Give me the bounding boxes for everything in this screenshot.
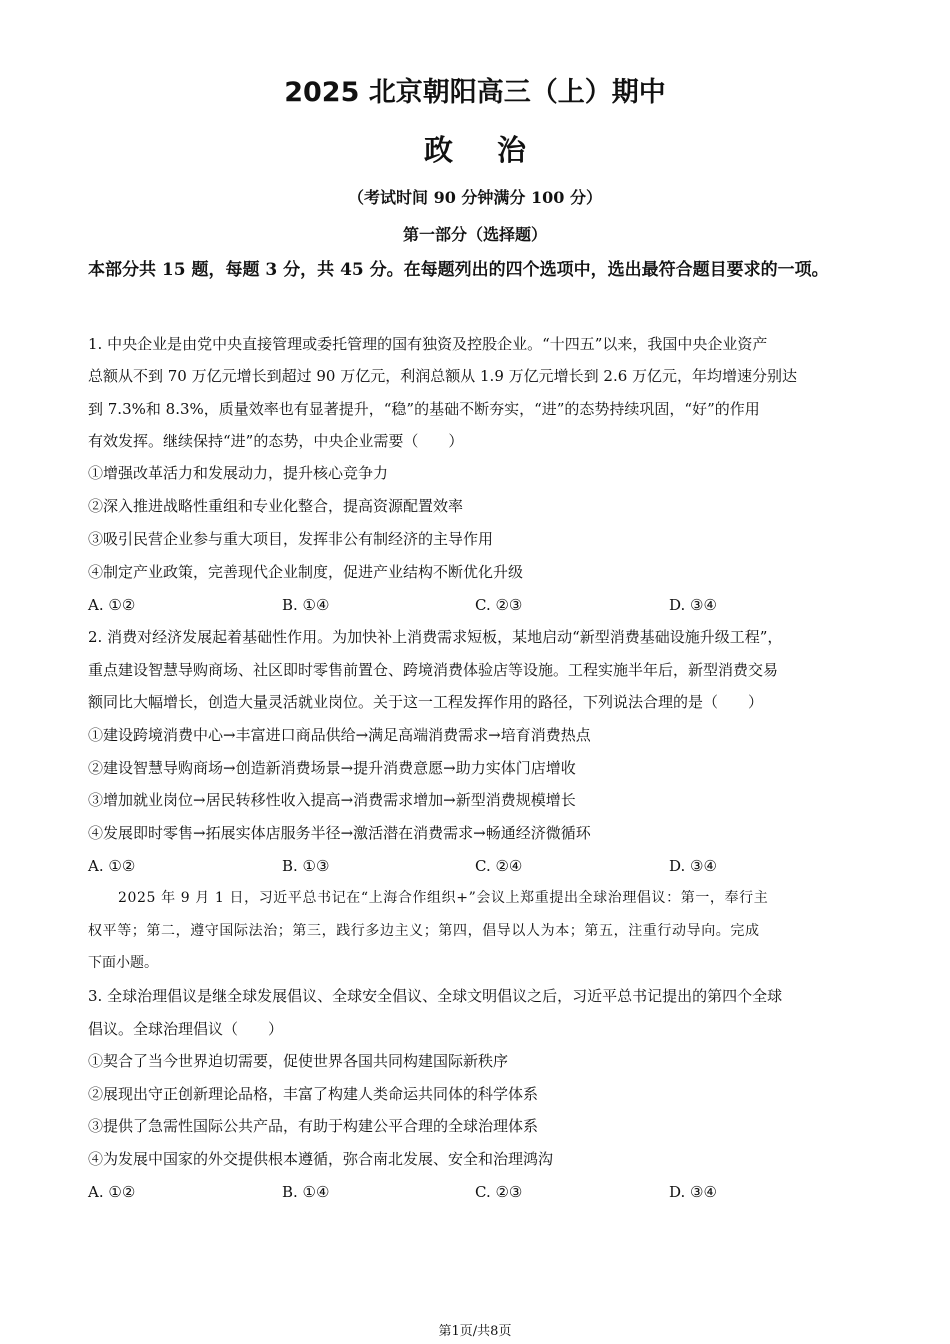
- part-instructions: 本部分共 15 题，每题 3 分，共 45 分。在每题列出的四个选项中，选出最符合题目要求的一项。: [88, 260, 829, 280]
- subject-title: 政治: [423, 133, 570, 167]
- q3-option-d: D. ③④: [669, 1183, 717, 1201]
- q2-stem-line: 2. 消费对经济发展起着基础性作用。为加快补上消费需求短板，某地启动“新型消费基础设施升级工程”，: [88, 628, 783, 646]
- passage-line: 下面小题。: [88, 955, 158, 971]
- q1-option-c: C. ②③: [475, 596, 523, 614]
- q2-item: ②建设智慧导购商场→创造新消费场景→提升消费意愿→助力实体门店增收: [88, 759, 576, 777]
- q3-stem-line: 3. 全球治理倡议是继全球发展倡议、全球安全倡议、全球文明倡议之后，习近平总书记提出的第四个全球: [88, 987, 783, 1005]
- q3-item: ④为发展中国家的外交提供根本遵循，弥合南北发展、安全和治理鸿沟: [88, 1150, 554, 1168]
- q1-item: ①增强改革活力和发展动力，提升核心竞争力: [88, 464, 389, 482]
- q1-item: ④制定产业政策，完善现代企业制度，促进产业结构不断优化升级: [88, 563, 524, 581]
- q1-option-b: B. ①④: [282, 596, 330, 614]
- q3-option-a: A. ①②: [88, 1183, 136, 1201]
- q2-item: ③增加就业岗位→居民转移性收入提高→消费需求增加→新型消费规模增长: [88, 791, 576, 809]
- q2-item: ①建设跨境消费中心→丰富进口商品供给→满足高端消费需求→培育消费热点: [88, 726, 591, 744]
- q1-stem-line: 总额从不到 70 万亿元增长到超过 90 万亿元，利润总额从 1.9 万亿元增长到 2.6 万亿元，年均增速分别达: [88, 367, 798, 385]
- q3-item: ②展现出守正创新理论品格，丰富了构建人类命运共同体的科学体系: [88, 1085, 539, 1103]
- q2-item: ④发展即时零售→拓展实体店服务半径→激活潜在消费需求→畅通经济微循环: [88, 824, 591, 842]
- page-number: 第1页/共8页: [438, 1324, 512, 1339]
- q1-stem-line: 到 7.3%和 8.3%，质量效率也有显著提升，“稳”的基础不断夯实，“进”的态势持续巩固，“好”的作用: [88, 400, 760, 418]
- q3-stem-line: 倡议。全球治理倡议（ ）: [88, 1020, 284, 1038]
- part-heading: 第一部分（选择题）: [402, 225, 547, 244]
- q2-option-a: A. ①②: [88, 857, 136, 875]
- q1-option-d: D. ③④: [669, 596, 717, 614]
- q1-option-a: A. ①②: [88, 596, 136, 614]
- q2-option-b: B. ①③: [282, 857, 330, 875]
- q2-stem-line: 重点建设智慧导购商场、社区即时零售前置仓、跨境消费体验店等设施。工程实施半年后，新型消费交易: [88, 661, 779, 679]
- q3-option-b: B. ①④: [282, 1183, 330, 1201]
- q1-item: ②深入推进战略性重组和专业化整合，提高资源配置效率: [88, 497, 464, 515]
- q2-option-c: C. ②④: [475, 857, 523, 875]
- q1-stem-line: 1. 中央企业是由党中央直接管理或委托管理的国有独资及控股企业。“十四五”以来，我国中央企业资产: [88, 335, 768, 353]
- exam-title: 2025 北京朝阳高三（上）期中: [284, 77, 666, 108]
- passage-line: 权平等；第二，遵守国际法治；第三，践行多边主义；第四，倡导以人为本；第五，注重行动导向。完成: [88, 923, 760, 939]
- passage-line: 2025 年 9 月 1 日，习近平总书记在“上海合作组织+”会议上郑重提出全球治理倡议：第一，奉行主: [118, 890, 769, 906]
- q2-option-d: D. ③④: [669, 857, 717, 875]
- q3-item: ③提供了急需性国际公共产品，有助于构建公平合理的全球治理体系: [88, 1117, 539, 1135]
- q1-stem-line: 有效发挥。继续保持“进”的态势，中央企业需要（ ）: [88, 432, 464, 450]
- q2-stem-line: 额同比大幅增长，创造大量灵活就业岗位。关于这一工程发挥作用的路径，下列说法合理的是（ ）: [88, 693, 764, 711]
- q3-option-c: C. ②③: [475, 1183, 523, 1201]
- q3-item: ①契合了当今世界迫切需要，促使世界各国共同构建国际新秩序: [88, 1052, 509, 1070]
- q1-item: ③吸引民营企业参与重大项目，发挥非公有制经济的主导作用: [88, 530, 494, 548]
- exam-time-note: （考试时间 90 分钟满分 100 分）: [348, 188, 602, 207]
